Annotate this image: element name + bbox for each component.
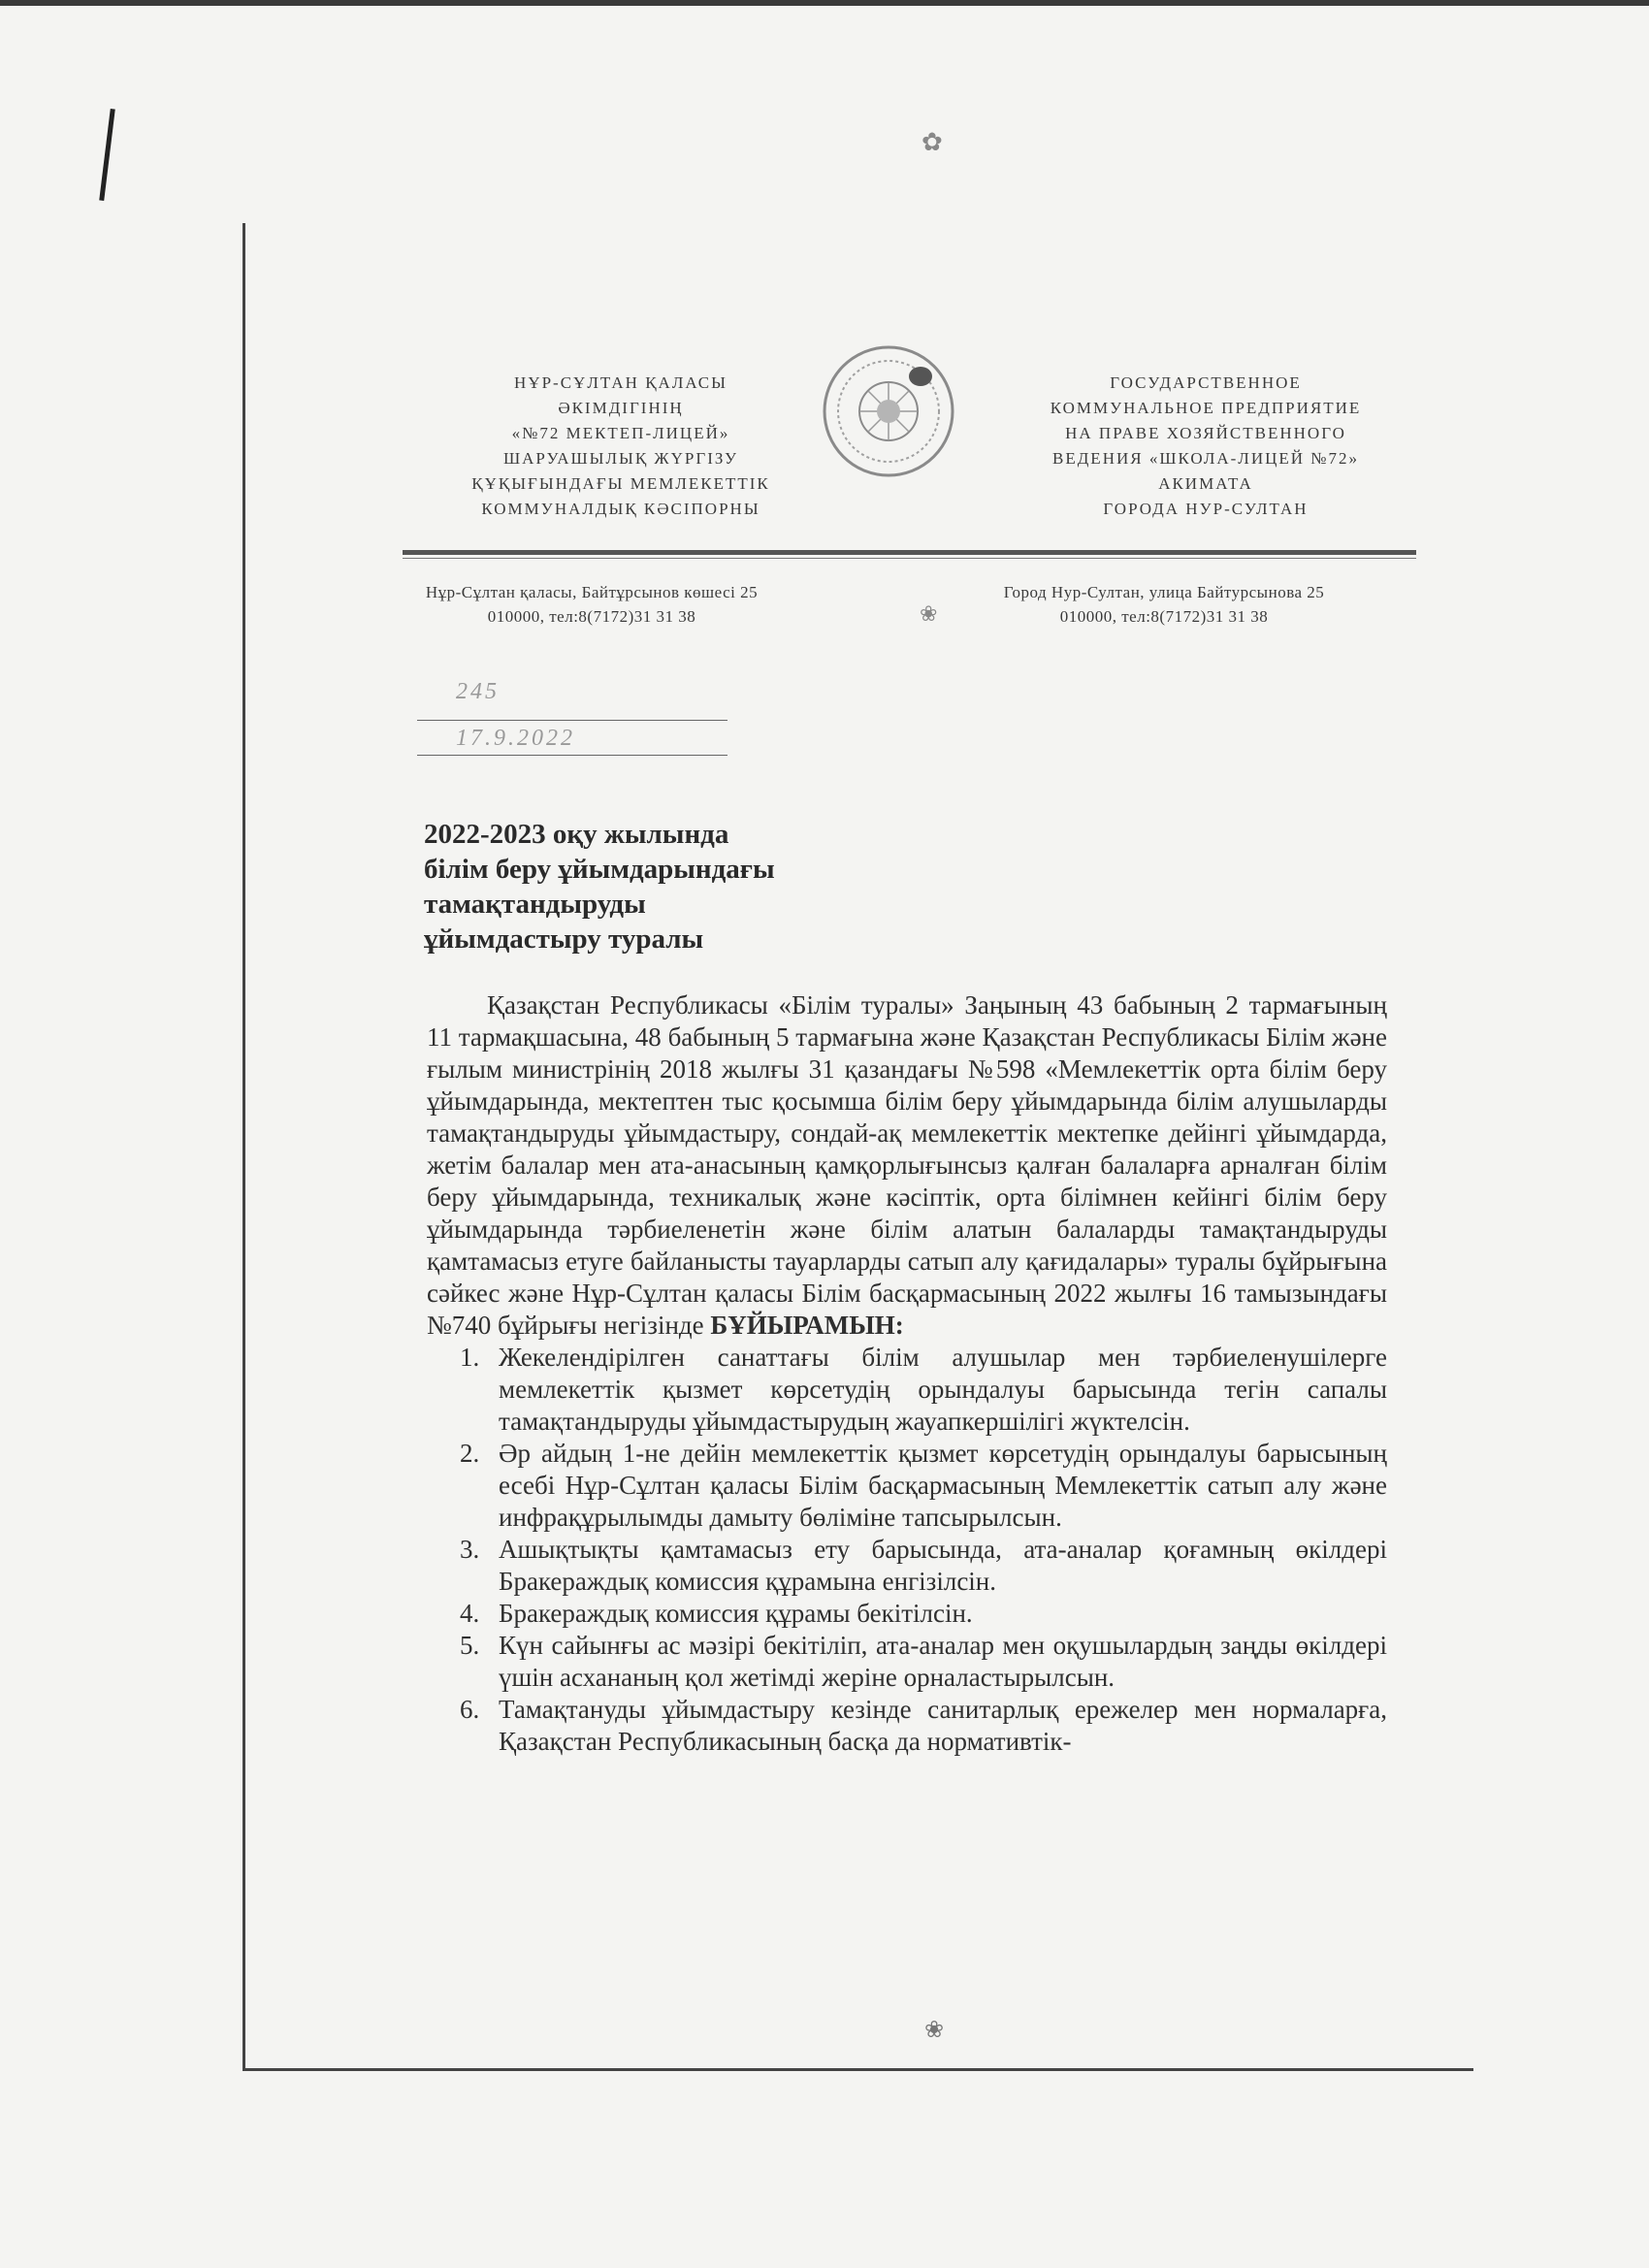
item-text: Бракераждық комиссия құрамы бекітілсін. (499, 1599, 973, 1628)
header-left-line: ҚҰҚЫҒЫНДАҒЫ МЕМЛЕКЕТТІК (471, 474, 770, 493)
header-left-line: ШАРУАШЫЛЫҚ ЖҮРГІЗУ (502, 449, 739, 468)
title-line: 2022-2023 оқу жылында (424, 819, 729, 850)
list-item (427, 1630, 1387, 1694)
registration-date: 17.9.2022 (456, 726, 575, 751)
item-number: 1. (460, 1343, 480, 1372)
header-right-line: АКИМАТА (1158, 474, 1253, 493)
header-divider (403, 550, 1416, 555)
header-left-line: НҰР-СҰЛТАН ҚАЛАСЫ (514, 373, 728, 392)
header-right-line: КОММУНАЛЬНОЕ ПРЕДПРИЯТИЕ (1050, 399, 1362, 417)
address-right-street: Город Нур-Султан, улица Байтурсынова 25 (1003, 583, 1325, 601)
item-number: 4. (460, 1599, 480, 1628)
item-text: Ашықтықты қамтамасыз ету барысында, ата-аналар қоғамның өкілдері Бракераждық комиссия құрамына енгізілсін. (499, 1535, 1387, 1596)
item-number: 3. (460, 1535, 480, 1564)
title-line: тамақтандыруды (424, 889, 646, 920)
scan-speck: ❀ (920, 601, 938, 626)
item-text: Әр айдың 1-не дейін мемлекеттік қызмет көрсетудің орындалуы барысының есебі Нұр-Сұлтан қаласы Білім басқармасының Мемлекеттік сатып алу және инфрақұрылымды дамыту бөліміне тапсырылсын. (499, 1439, 1387, 1532)
state-emblem-icon (820, 338, 957, 485)
item-number: 5. (460, 1631, 480, 1660)
registration-number: 245 (456, 679, 500, 704)
header-right-line: НА ПРАВЕ ХОЗЯЙСТВЕННОГО (1065, 424, 1346, 442)
header-right-block (997, 371, 1414, 522)
list-item (427, 1534, 1387, 1598)
scan-artifact-mark (99, 109, 115, 201)
header-right-line: ГОРОДА НУР-СУЛТАН (1103, 500, 1309, 518)
registration-number-line (417, 720, 728, 721)
header-left-block (393, 371, 849, 522)
header-left-line: «№72 МЕКТЕП-ЛИЦЕЙ» (511, 424, 730, 442)
scan-speck: ❀ (924, 2018, 945, 2043)
title-line: ұйымдастыру туралы (424, 923, 704, 955)
preamble-text: Қазақстан Республикасы «Білім туралы» Заңының 43 бабының 2 тармағының 11 тармақшасына, 48 бабының 5 тармағына және Қазақстан Республикасы Білім және ғылым министрінің 2018 жылғы 31 қазандағы №598 «Мемлекеттік орта білім беру ұйымдарында, мектептен тыс қосымша білім беру ұйымдарында білім алушыларды тамақтандыруды ұйымдастыру, сондай-ақ мемлекеттік мектепке дейінгі ұйымдарда, жетім балалар мен ата-анасының қамқорлығынсыз қалған балаларға арналған білім беру ұйымдарында, техникалық және кәсіптік, орта білімнен кейінгі білім беру ұйымдарында тәрбиеленетін және білім алатын балаларды тамақтандыруды қамтамасыз етуге байланысты тауарларды сатып алу қағидалары» туралы бұйрығына сәйкес және Нұр-Сұлтан қаласы Білім басқармасының 2022 жылғы 16 тамызындағы №740 бұйрығы негізінде (427, 990, 1387, 1340)
address-right-phone: 010000, тел:8(7172)31 31 38 (1059, 607, 1269, 626)
scan-speck: ✿ (922, 128, 943, 156)
item-text: Күн сайынғы ас мәзірі бекітіліп, ата-аналар мен оқушылардың заңды өкілдері үшін асхананың қол жетімді жеріне орналастырылсын. (499, 1631, 1387, 1692)
document-title (424, 817, 928, 956)
address-left (349, 580, 834, 629)
list-item (427, 1342, 1387, 1438)
decree-word: БҰЙЫРАМЫН: (710, 1311, 904, 1340)
list-item (427, 1598, 1387, 1630)
list-item (427, 1438, 1387, 1534)
order-items-list (427, 1342, 1387, 1758)
registration-date-line (417, 755, 728, 756)
item-text: Жекелендірілген санаттағы білім алушылар мен тәрбиеленушілерге мемлекеттік қызмет көрсетудің орындалуы барысында тегін сапалы тамақтандыруды ұйымдастырудың жауапкершілігі жүктелсін. (499, 1343, 1387, 1436)
list-item (427, 1694, 1387, 1758)
header-left-line: КОММУНАЛДЫҚ КӘСІПОРНЫ (481, 500, 760, 518)
item-number: 6. (460, 1695, 480, 1724)
header-left-line: ӘКІМДІГІНІҢ (558, 399, 684, 417)
header-divider-thin (403, 558, 1416, 559)
address-left-street: Нұр-Сұлтан қаласы, Байтұрсынов көшесі 25 (425, 583, 759, 601)
address-left-phone: 010000, тел:8(7172)31 31 38 (487, 607, 696, 626)
address-right (922, 580, 1406, 629)
document-body (427, 989, 1387, 1758)
header-right-line: ВЕДЕНИЯ «ШКОЛА-ЛИЦЕЙ №72» (1051, 449, 1360, 468)
scan-top-edge (0, 0, 1649, 6)
item-text: Тамақтануды ұйымдастыру кезінде санитарлық ережелер мен нормаларға, Қазақстан Республикасының басқа да нормативтік- (499, 1695, 1387, 1756)
preamble-paragraph (427, 989, 1387, 1342)
item-number: 2. (460, 1439, 480, 1468)
title-line: білім беру ұйымдарындағы (424, 854, 775, 885)
header-right-line: ГОСУДАРСТВЕННОЕ (1110, 373, 1302, 392)
